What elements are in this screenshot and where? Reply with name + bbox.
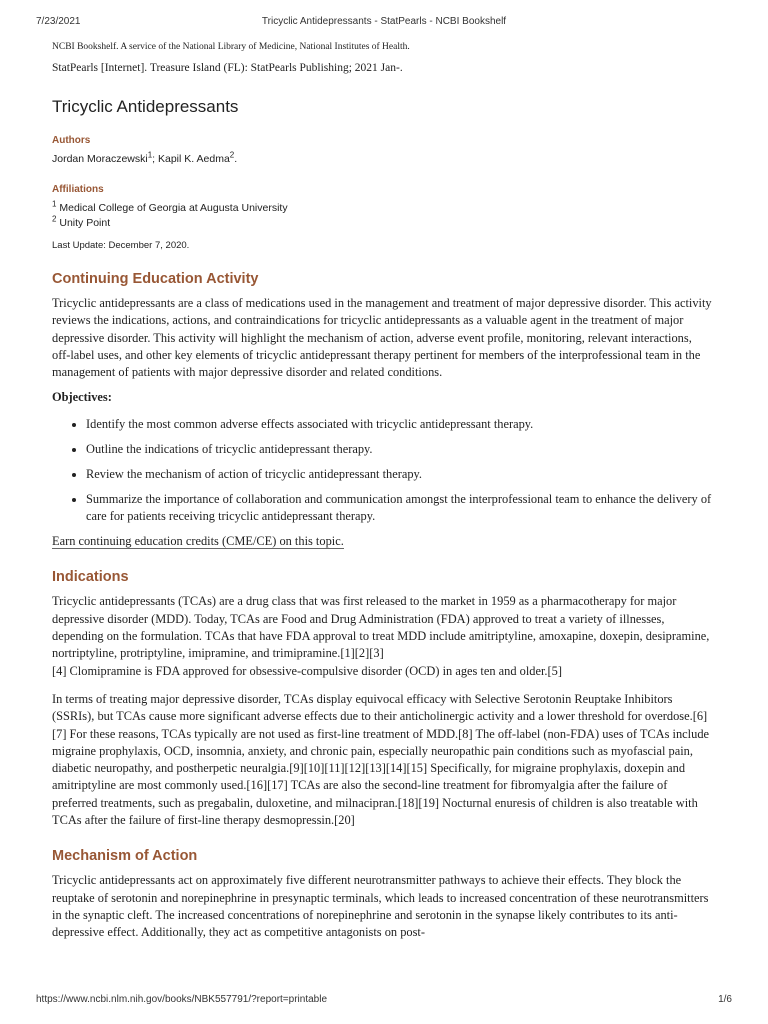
citation: StatPearls [Internet]. Treasure Island (FL): StatPearls Publishing; 2021 Jan-. bbox=[52, 62, 403, 74]
affiliations-list bbox=[52, 201, 712, 231]
indications-paragraph-2: In terms of treating major depressive disorder, TCAs display equivocal efficacy with Selective Serotonin Reuptake Inhibitors (SSRIs), but TCAs cause more significant adverse effects due to their anticholinergic activity and a lower threshold for overdose.[6][7] For these reasons, TCAs typically are not used as first-line treatment of MDD.[8] The off-label (non-FDA) uses of TCAs include migraine prophylaxis, OCD, insomnia, anxiety, and chronic pain, especially neuropathic pain conditions such as myofascial pain, diabetic neuropathy, and postherpetic neuralgia.[9][10][11][12][13][14][15] Specifically, for migraine prophylaxis, doxepin and amitriptyline are most commonly used.[16][17] TCAs are also the second-line treatment for fibromyalgia after the failure of preferred treatments, such as pregabalin, duloxetine, and milnacipran.[18][19] Nocturnal enuresis of children is also treatable with TCAs after the failure of first-line therapy desmopressin.[20] bbox=[52, 691, 710, 828]
affiliations-label: Affiliations bbox=[52, 184, 104, 195]
section-heading-mechanism: Mechanism of Action bbox=[52, 848, 198, 865]
indications-text-b: [4] Clomipramine is FDA approved for obsessive-compulsive disorder (OCD) in ages ten and older.[5] bbox=[52, 663, 562, 678]
author-separator: ; bbox=[152, 153, 158, 165]
print-url: https://www.ncbi.nlm.nih.gov/books/NBK557791/?report=printable bbox=[36, 994, 328, 1005]
affiliation-text: Unity Point bbox=[56, 217, 111, 229]
print-page-title: Tricyclic Antidepressants - StatPearls - NCBI Bookshelf bbox=[261, 16, 507, 27]
print-header bbox=[36, 16, 732, 30]
affiliation-number: 2 bbox=[52, 214, 57, 224]
affiliation-text: Medical College of Georgia at Augusta University bbox=[56, 202, 288, 214]
page-title: Tricyclic Antidepressants bbox=[52, 97, 239, 116]
print-footer bbox=[36, 994, 732, 1008]
author-name: Jordan Moraczewski bbox=[52, 153, 148, 165]
author-affiliation-ref: 2 bbox=[229, 150, 235, 160]
document-content bbox=[52, 40, 712, 942]
section-heading-ce: Continuing Education Activity bbox=[52, 271, 259, 287]
objectives-list bbox=[52, 416, 712, 525]
author-end: . bbox=[234, 153, 238, 165]
bookshelf-notice: NCBI Bookshelf. A service of the National Library of Medicine, National Institutes of Health. bbox=[52, 42, 410, 52]
ce-intro-paragraph: Tricyclic antidepressants are a class of medications used in the management and treatment of major depressive disorder. This activity reviews the indications, actions, and contraindications for tricyclic antidepressants as a valuable agent in the treatment of major depressive disorder. This activity will highlight the mechanism of action, adverse event profile, monitoring, relevant interactions, off-label uses, and other key elements of tricyclic antidepressant therapy pertinent for members of the interprofessional team in the management of patients with major depressive disorder and related conditions. bbox=[52, 296, 712, 380]
print-date: 7/23/2021 bbox=[36, 16, 81, 27]
affiliation-item bbox=[52, 201, 712, 216]
objective-item: • Review the mechanism of action of tricyclic antidepressant therapy. bbox=[86, 466, 712, 483]
objectives-label: Objectives: bbox=[52, 390, 112, 405]
affiliation-item bbox=[52, 216, 712, 231]
section-heading-indications: Indications bbox=[52, 569, 129, 586]
objective-item: • Outline the indications of tricyclic antidepressant therapy. bbox=[86, 441, 712, 458]
cme-credit-link[interactable]: Earn continuing education credits (CME/CE) on this topic. bbox=[52, 534, 344, 549]
indications-paragraph-1 bbox=[52, 593, 712, 679]
cme-link-line bbox=[52, 533, 712, 550]
last-update: Last Update: December 7, 2020. bbox=[52, 240, 190, 251]
authors-label: Authors bbox=[52, 135, 91, 146]
affiliation-number: 1 bbox=[52, 199, 57, 209]
objective-item: • Identify the most common adverse effects associated with tricyclic antidepressant therapy. bbox=[86, 416, 712, 433]
authors-line bbox=[52, 152, 712, 167]
mechanism-paragraph-1: Tricyclic antidepressants act on approximately five different neurotransmitter pathways to achieve their effects. They block the reuptake of serotonin and norepinephrine in presynaptic terminals, which leads to increased concentration of these neurotransmitters in the synaptic cleft. The increased concentrations of norepinephrine and serotonin in the synapse likely contributes to its anti-depressive effect. Additionally, they act as competitive antagonists on post- bbox=[52, 873, 709, 940]
indications-text-a: Tricyclic antidepressants (TCAs) are a drug class that was first released to the market in 1959 as a pharmacotherapy for major depressive disorder (MDD). Today, TCAs are Food and Drug Administration (FDA) approved to treat a variety of illnesses, depending on the formulation. TCAs that have FDA approval to treat MDD include amitriptyline, amoxapine, doxepin, desipramine, nortriptyline, protriptyline, imipramine, and trimipramine.[1][2][3] bbox=[52, 594, 710, 661]
author-affiliation-ref: 1 bbox=[147, 150, 153, 160]
author-name: Kapil K. Aedma bbox=[158, 153, 230, 165]
page-number: 1/6 bbox=[718, 994, 732, 1005]
objective-item: • Summarize the importance of collaboration and communication amongst the interprofessional team to enhance the delivery of care for patients receiving tricyclic antidepressant therapy. bbox=[86, 491, 712, 525]
